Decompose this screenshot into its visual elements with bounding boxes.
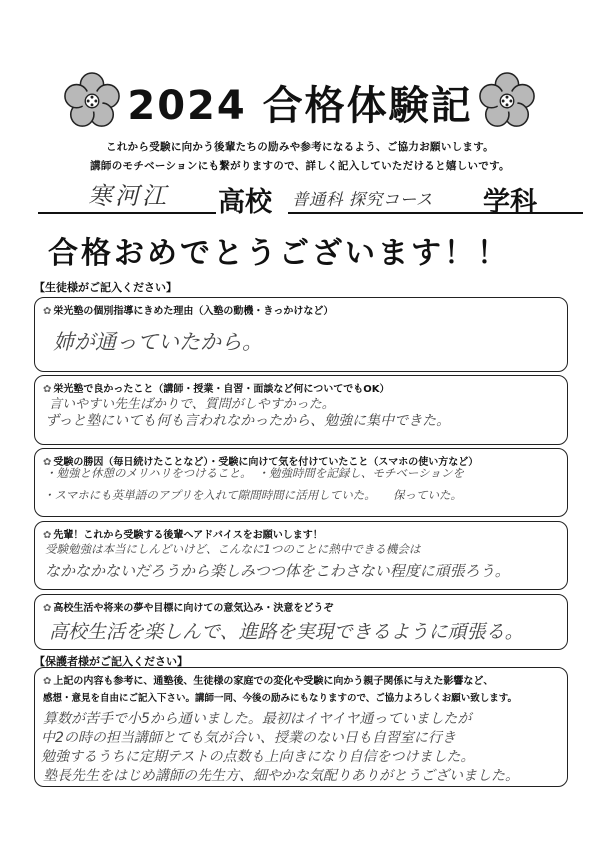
congrats-heading: 合格おめでとうございます！！ <box>48 236 510 271</box>
question-title: ✿ 先輩！これから受験する後輩へアドバイスをお願いします！ <box>43 530 323 541</box>
flower-bullet-icon: ✿ <box>43 530 52 541</box>
guardian-comment-box <box>34 667 568 787</box>
question-title: ✿ 栄光塾の個別指導にきめた理由（入塾の動機・きっかけなど） <box>43 306 334 317</box>
answer-line[interactable]: 中2の時の担当講師とても気が合い、授業のない日も自習室に行き <box>41 730 456 746</box>
question-box-success-factors <box>34 448 568 517</box>
dept-label: 学科 <box>483 187 537 218</box>
school-label: 高校 <box>218 187 272 218</box>
intro-line-1: これから受験に向かう後輩たちの励みや参考になるよう、ご協力お願いします。 <box>106 141 494 153</box>
intro-line-2: 講師のモチベーションにも繋がりますので、詳しく記入していただけると嬉しいです。 <box>90 160 510 172</box>
school-row <box>38 176 578 216</box>
answer-line[interactable]: 姉が通っていたから。 <box>53 330 263 354</box>
question-box-advice <box>34 521 568 590</box>
course-name-underline <box>288 212 488 214</box>
school-name-field[interactable]: 寒河江 <box>88 182 169 210</box>
school-name-underline <box>38 212 216 214</box>
answer-line[interactable]: 塾長先生をはじめ講師の先生方、細やかな気配りありがとうございました。 <box>43 768 519 784</box>
question-title: ✿ 高校生活や将来の夢や目標に向けての意気込み・決意をどうぞ <box>43 603 334 614</box>
course-name-field[interactable]: 普通科 探究コース <box>292 190 433 209</box>
flower-bullet-icon: ✿ <box>43 384 52 395</box>
student-section-label: 【生徒様がご記入ください】 <box>34 281 177 294</box>
dept-underline <box>483 212 583 214</box>
answer-line[interactable]: 高校生活を楽しんで、進路を実現できるように頑張る。 <box>49 621 524 643</box>
flower-bullet-icon: ✿ <box>43 603 52 614</box>
question-box-good-points <box>34 375 568 445</box>
guardian-section-label: 【保護者様がご記入ください】 <box>34 655 188 668</box>
question-title: ✿ 受験の勝因（毎日続けたことなど）・受験に向けて気を付けていたこと（スマホの使い方など） <box>43 457 479 468</box>
guardian-instructions-2: 感想・意見を自由にご記入下さい。講師一同、今後の励みにもなりますので、ご協力よろしくお願い致します。 <box>43 693 518 704</box>
answer-line[interactable]: なかなかないだろうから楽しみつつ体をこわさない程度に頑張ろう。 <box>45 562 510 580</box>
question-title: ✿ 栄光塾で良かったこと（講師・授業・自習・面談など何についてでもOK） <box>43 384 390 395</box>
answer-line[interactable]: ・勉強と休憩のメリハリをつけること。 ・勉強時間を記録し、モチベーションを <box>45 466 464 480</box>
flower-bullet-icon: ✿ <box>43 306 52 317</box>
answer-line[interactable]: 言いやすい先生ばかりで、質問がしやすかった。 <box>49 397 335 412</box>
answer-line[interactable]: ずっと塾にいても何も言われなかったから、勉強に集中できた。 <box>45 413 451 429</box>
answer-line[interactable]: 受験勉強は本当にしんどいけど、こんなに1つのことに熱中できる機会は <box>45 542 421 556</box>
guardian-instructions-1: ✿ 上記の内容も参考に、通塾後、生徒様の家庭での変化や受験に向かう親子関係に与えた影響など、 <box>43 676 494 687</box>
answer-line[interactable]: 勉強するうちに定期テストの点数も上向きになり自信をつけました。 <box>41 749 475 765</box>
flower-bullet-icon: ✿ <box>43 676 52 687</box>
flower-bullet-icon: ✿ <box>43 457 52 468</box>
page-title: 2024 合格体験記 <box>127 83 473 129</box>
answer-line[interactable]: 算数が苦手で小5から通いました。最初はイヤイヤ通っていましたが <box>43 711 472 727</box>
question-box-aspirations <box>34 594 568 650</box>
answer-line[interactable]: ・スマホにも英単語のアプリを入れて隙間時間に活用していた。 保っていた。 <box>43 488 463 502</box>
question-box-reason <box>34 297 568 372</box>
